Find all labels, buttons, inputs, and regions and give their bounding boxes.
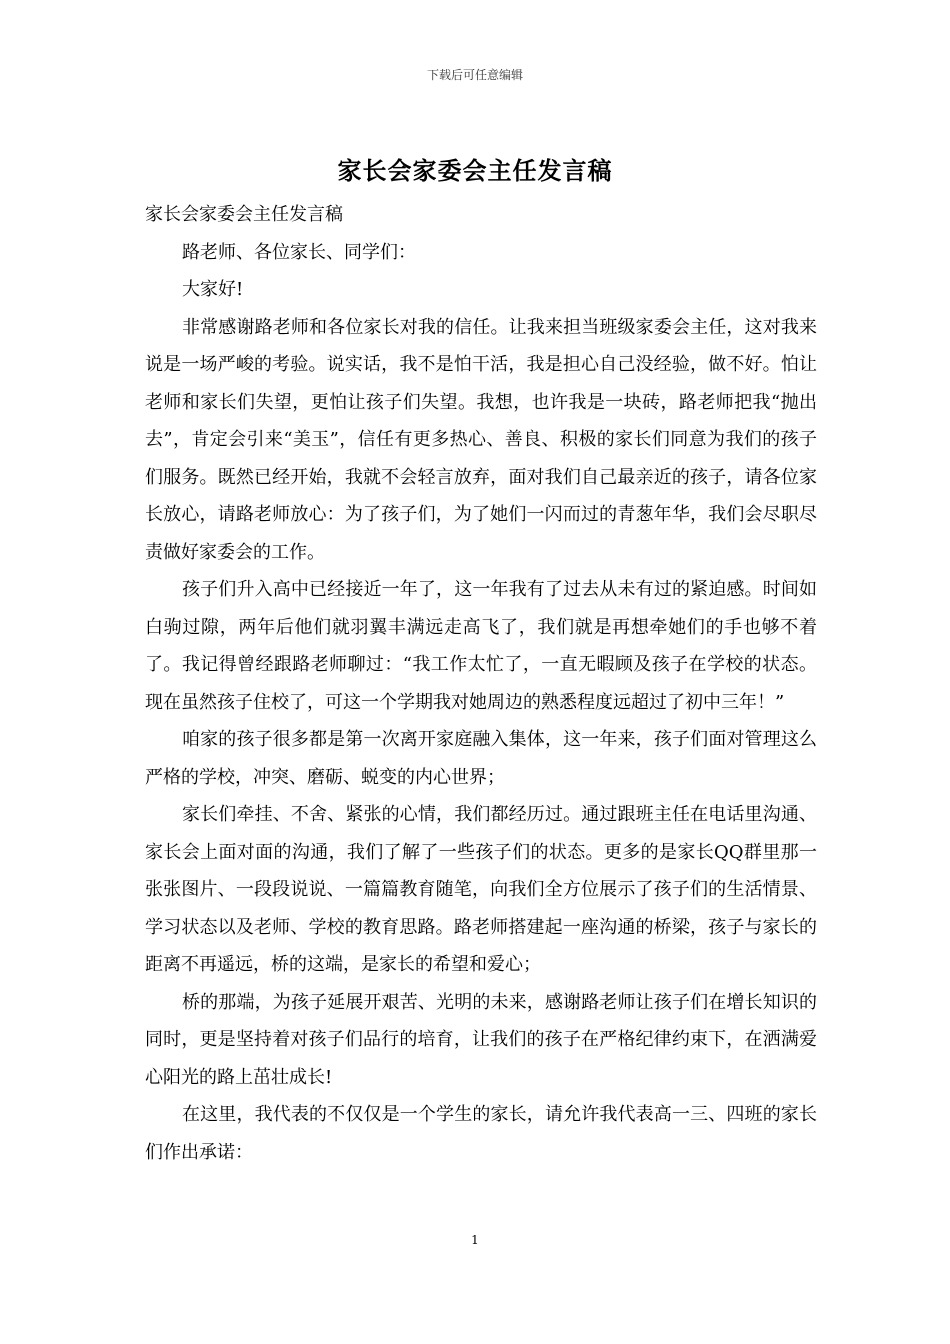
body-paragraph: 桥的那端，为孩子延展开艰苦、光明的未来，感谢路老师让孩子们在增长知识的同时，更是坚持着对孩子们品行的培育，让我们的孩子在严格纪律约束下，在洒满爱心阳光的路上茁壮成长! [145, 991, 817, 1088]
body-paragraph-subtitle: 家长会家委会主任发言稿 [145, 204, 343, 225]
body-paragraph: 孩子们升入高中已经接近一年了，这一年我有了过去从未有过的紧迫感。时间如白驹过隙，两年后他们就羽翼丰满远走高飞了，我们就是再想牵她们的手也够不着了。我记得曾经跟路老师聊过：“我工作太忙了，一直无暇顾及孩子在学校的状态。现在虽然孩子住校了，可这一个学期我对她周边的熟悉程度远超过了初中三年！” [145, 579, 817, 713]
body-paragraph: 咱家的孩子很多都是第一次离开家庭融入集体，这一年来，孩子们面对管理这么严格的学校，冲突、磨砺、蜕变的内心世界； [145, 729, 817, 788]
document-body [145, 196, 817, 1171]
body-paragraph: 家长们牵挂、不舍、紧张的心情，我们都经历过。通过跟班主任在电话里沟通、家长会上面对面的沟通，我们了解了一些孩子们的状态。更多的是家长QQ群里那一张张图片、一段段说说、一篇篇教育随笔，向我们全方位展示了孩子们的生活情景、学习状态以及老师、学校的教育思路。路老师搭建起一座沟通的桥梁，孩子与家长的距离不再遥远，桥的这端，是家长的希望和爱心； [145, 804, 817, 975]
header-note: 下载后可任意编辑 [426, 68, 523, 82]
body-paragraph-salutation: 路老师、各位家长、同学们： [182, 241, 416, 263]
document-title: 家长会家委会主任发言稿 [337, 156, 613, 185]
body-paragraph: 在这里，我代表的不仅仅是一个学生的家长，请允许我代表高一三、四班的家长们作出承诺： [145, 1104, 817, 1163]
body-paragraph: 非常感谢路老师和各位家长对我的信任。让我来担当班级家委会主任，这对我来说是一场严峻的考验。说实话，我不是怕干活，我是担心自己没经验，做不好。怕让老师和家长们失望，更怕让孩子们失望。我想，也许我是一块砖，路老师把我“抛出去”，肯定会引来“美玉”，信任有更多热心、善良、积极的家长们同意为我们的孩子们服务。既然已经开始，我就不会轻言放弃，面对我们自己最亲近的孩子，请各位家长放心，请路老师放心：为了孩子们，为了她们一闪而过的青葱年华，我们会尽职尽责做好家委会的工作。 [145, 316, 817, 563]
page-number: 1 [471, 1233, 479, 1247]
body-paragraph-greeting: 大家好! [182, 279, 244, 300]
